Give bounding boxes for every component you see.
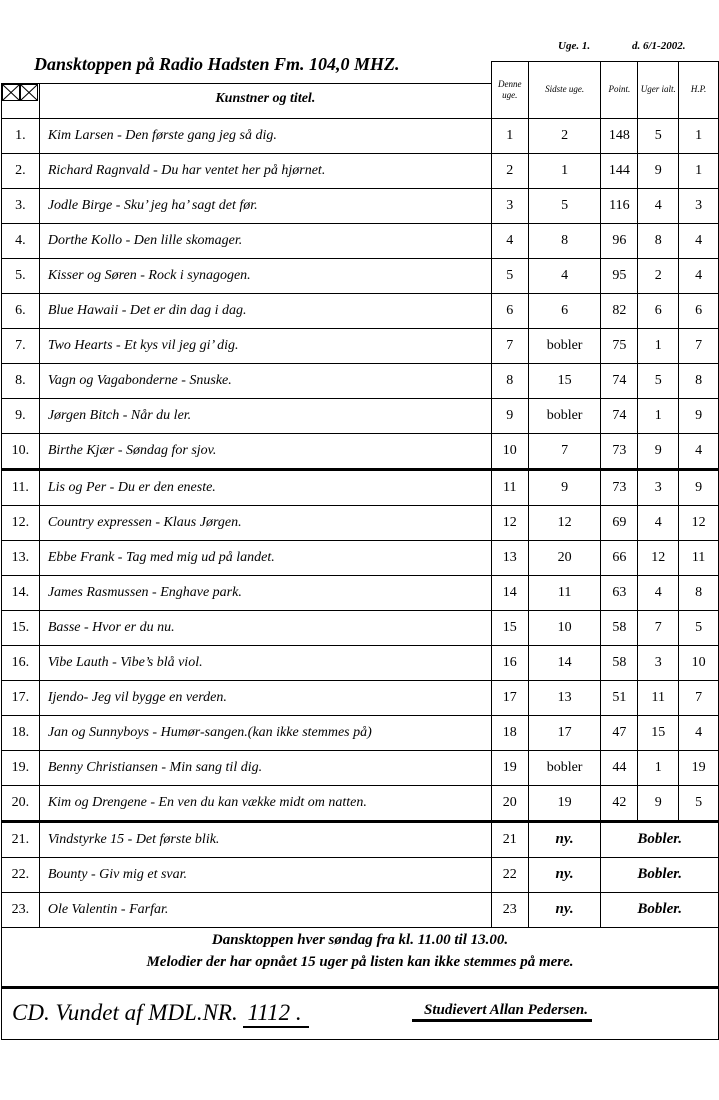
last-week-cell: 5 [528, 188, 601, 223]
points-cell: 73 [601, 469, 638, 505]
hp-cell: 4 [679, 433, 719, 469]
this-week-cell: 1 [491, 118, 528, 153]
rank-number: 16. [2, 645, 40, 680]
rank-number: 4. [2, 223, 40, 258]
this-week-cell: 20 [491, 785, 528, 821]
artist-title: Ebbe Frank - Tag med mig ud på landet. [39, 540, 491, 575]
hp-cell: 10 [679, 645, 719, 680]
new-entry-cell: ny. [528, 857, 601, 892]
rule-info: Melodier der har opnået 15 uger på listen kan ikke stemmes på mere. [146, 954, 574, 970]
this-week-cell: 4 [491, 223, 528, 258]
chart-row [2, 433, 719, 469]
points-cell: 58 [601, 610, 638, 645]
hp-cell: 9 [679, 398, 719, 433]
col-header-artist-title: Kunstner og titel. [39, 83, 491, 118]
artist-title: Benny Christiansen - Min sang til dig. [39, 750, 491, 785]
cross-mark-icon [20, 84, 38, 101]
artist-title: Jørgen Bitch - Når du ler. [39, 398, 491, 433]
points-cell: 66 [601, 540, 638, 575]
weeks-total-cell: 9 [638, 153, 679, 188]
last-week-cell: bobler [528, 328, 601, 363]
hp-cell: 11 [679, 540, 719, 575]
this-week-cell: 18 [491, 715, 528, 750]
this-week-cell: 2 [491, 153, 528, 188]
rank-number: 13. [2, 540, 40, 575]
hp-cell: 5 [679, 610, 719, 645]
artist-title: Kim Larsen - Den første gang jeg så dig. [39, 118, 491, 153]
rank-number: 17. [2, 680, 40, 715]
hp-cell: 5 [679, 785, 719, 821]
points-cell: 44 [601, 750, 638, 785]
last-week-cell: 9 [528, 469, 601, 505]
bubbler-label: Bobler. [601, 892, 719, 927]
hp-cell: 7 [679, 680, 719, 715]
last-week-cell: bobler [528, 398, 601, 433]
this-week-cell: 17 [491, 680, 528, 715]
chart-row [2, 223, 719, 258]
chart-row [2, 118, 719, 153]
weeks-total-cell: 4 [638, 575, 679, 610]
points-cell: 96 [601, 223, 638, 258]
last-week-cell: 20 [528, 540, 601, 575]
this-week-cell: 3 [491, 188, 528, 223]
chart-row [2, 540, 719, 575]
points-cell: 74 [601, 398, 638, 433]
footer-divider [2, 986, 718, 989]
this-week-cell: 19 [491, 750, 528, 785]
chart-row [2, 575, 719, 610]
points-cell: 144 [601, 153, 638, 188]
hp-cell: 4 [679, 223, 719, 258]
artist-title: Kisser og Søren - Rock i synagogen. [39, 258, 491, 293]
points-cell: 58 [601, 645, 638, 680]
bubbler-row [2, 821, 719, 857]
last-week-cell: 11 [528, 575, 601, 610]
bubbler-row [2, 857, 719, 892]
points-cell: 82 [601, 293, 638, 328]
hp-cell: 12 [679, 505, 719, 540]
this-week-cell: 6 [491, 293, 528, 328]
rank-number: 20. [2, 785, 40, 821]
weeks-total-cell: 7 [638, 610, 679, 645]
hp-cell: 19 [679, 750, 719, 785]
points-cell: 63 [601, 575, 638, 610]
artist-title: Vibe Lauth - Vibe’s blå viol. [39, 645, 491, 680]
last-week-cell: 2 [528, 118, 601, 153]
header-crossed-cell [2, 83, 40, 118]
this-week-cell: 11 [491, 469, 528, 505]
points-cell: 47 [601, 715, 638, 750]
chart-table [1, 61, 719, 928]
this-week-cell: 8 [491, 363, 528, 398]
hp-cell: 3 [679, 188, 719, 223]
this-week-cell: 9 [491, 398, 528, 433]
artist-title: Vindstyrke 15 - Det første blik. [39, 821, 491, 857]
chart-row [2, 750, 719, 785]
points-cell: 74 [601, 363, 638, 398]
this-week-cell: 7 [491, 328, 528, 363]
rank-number: 19. [2, 750, 40, 785]
artist-title: Lis og Per - Du er den eneste. [39, 469, 491, 505]
chart-row [2, 363, 719, 398]
last-week-cell: 12 [528, 505, 601, 540]
chart-row [2, 680, 719, 715]
rank-number: 5. [2, 258, 40, 293]
chart-row [2, 469, 719, 505]
chart-row [2, 188, 719, 223]
col-header-last-week: Sidste uge. [528, 62, 601, 119]
hp-cell: 8 [679, 363, 719, 398]
weeks-total-cell: 1 [638, 328, 679, 363]
artist-title: Ijendo- Jeg vil bygge en verden. [39, 680, 491, 715]
artist-title: Bounty - Giv mig et svar. [39, 857, 491, 892]
rank-number: 12. [2, 505, 40, 540]
weeks-total-cell: 3 [638, 645, 679, 680]
weeks-total-cell: 1 [638, 750, 679, 785]
chart-row [2, 328, 719, 363]
rank-number: 7. [2, 328, 40, 363]
rank-number: 14. [2, 575, 40, 610]
weeks-total-cell: 4 [638, 505, 679, 540]
points-cell: 75 [601, 328, 638, 363]
points-cell: 95 [601, 258, 638, 293]
points-cell: 73 [601, 433, 638, 469]
this-week-cell: 14 [491, 575, 528, 610]
bubbler-label: Bobler. [601, 821, 719, 857]
hp-cell: 1 [679, 118, 719, 153]
chart-row [2, 258, 719, 293]
weeks-total-cell: 11 [638, 680, 679, 715]
rank-number: 3. [2, 188, 40, 223]
this-week-cell: 21 [491, 821, 528, 857]
col-header-hp: H.P. [679, 62, 719, 119]
new-entry-cell: ny. [528, 821, 601, 857]
artist-title: James Rasmussen - Enghave park. [39, 575, 491, 610]
this-week-cell: 13 [491, 540, 528, 575]
weeks-total-cell: 3 [638, 469, 679, 505]
artist-title: Kim og Drengene - En ven du kan vække midt om natten. [39, 785, 491, 821]
chart-row [2, 715, 719, 750]
chart-row [2, 610, 719, 645]
this-week-cell: 15 [491, 610, 528, 645]
hp-cell: 4 [679, 715, 719, 750]
last-week-cell: 7 [528, 433, 601, 469]
rank-number: 18. [2, 715, 40, 750]
weeks-total-cell: 5 [638, 363, 679, 398]
weeks-total-cell: 9 [638, 433, 679, 469]
hp-cell: 8 [679, 575, 719, 610]
artist-title: Blue Hawaii - Det er din dag i dag. [39, 293, 491, 328]
weeks-total-cell: 12 [638, 540, 679, 575]
weeks-total-cell: 2 [638, 258, 679, 293]
artist-title: Jodle Birge - Sku’ jeg ha’ sagt det før. [39, 188, 491, 223]
artist-title: Two Hearts - Et kys vil jeg gi’ dig. [39, 328, 491, 363]
weeks-total-cell: 5 [638, 118, 679, 153]
this-week-cell: 10 [491, 433, 528, 469]
mdl-number: 1112 . [243, 1000, 309, 1028]
rank-number: 21. [2, 821, 40, 857]
this-week-cell: 5 [491, 258, 528, 293]
rank-number: 11. [2, 469, 40, 505]
weeks-total-cell: 9 [638, 785, 679, 821]
rank-number: 22. [2, 857, 40, 892]
rank-number: 6. [2, 293, 40, 328]
last-week-cell: 4 [528, 258, 601, 293]
chart-row [2, 505, 719, 540]
this-week-cell: 12 [491, 505, 528, 540]
chart-row [2, 398, 719, 433]
weeks-total-cell: 4 [638, 188, 679, 223]
points-cell: 51 [601, 680, 638, 715]
this-week-cell: 23 [491, 892, 528, 927]
last-week-cell: 1 [528, 153, 601, 188]
page-title: Dansktoppen på Radio Hadsten Fm. 104,0 MHZ. [34, 54, 400, 74]
rank-number: 8. [2, 363, 40, 398]
this-week-cell: 22 [491, 857, 528, 892]
last-week-cell: 8 [528, 223, 601, 258]
new-entry-cell: ny. [528, 892, 601, 927]
footer-box [1, 920, 719, 1040]
hp-cell: 1 [679, 153, 719, 188]
cd-winner [12, 1000, 309, 1028]
last-week-cell: 17 [528, 715, 601, 750]
artist-title: Dorthe Kollo - Den lille skomager. [39, 223, 491, 258]
artist-title: Basse - Hvor er du nu. [39, 610, 491, 645]
bubbler-label: Bobler. [601, 857, 719, 892]
last-week-cell: 14 [528, 645, 601, 680]
cd-winner-label: CD. Vundet af MDL.NR. [12, 1000, 238, 1025]
artist-title: Ole Valentin - Farfar. [39, 892, 491, 927]
points-cell: 148 [601, 118, 638, 153]
studio-host: Studievert Allan Pedersen. [412, 1002, 592, 1022]
chart-row [2, 645, 719, 680]
col-header-points: Point. [601, 62, 638, 119]
col-header-weeks-total: Uger ialt. [638, 62, 679, 119]
weeks-total-cell: 8 [638, 223, 679, 258]
weeks-total-cell: 6 [638, 293, 679, 328]
hp-cell: 4 [679, 258, 719, 293]
last-week-cell: 10 [528, 610, 601, 645]
col-header-this-week: Denne uge. [491, 62, 528, 119]
date-label: d. 6/1-2002. [632, 40, 686, 52]
week-label: Uge. 1. [558, 40, 591, 52]
rank-number: 15. [2, 610, 40, 645]
points-cell: 116 [601, 188, 638, 223]
artist-title: Vagn og Vagabonderne - Snuske. [39, 363, 491, 398]
artist-title: Country expressen - Klaus Jørgen. [39, 505, 491, 540]
hp-cell: 9 [679, 469, 719, 505]
rank-number: 2. [2, 153, 40, 188]
cross-mark-icon [2, 84, 20, 101]
rank-number: 10. [2, 433, 40, 469]
hp-cell: 6 [679, 293, 719, 328]
artist-title: Birthe Kjær - Søndag for sjov. [39, 433, 491, 469]
chart-row [2, 785, 719, 821]
rank-number: 9. [2, 398, 40, 433]
chart-row [2, 153, 719, 188]
rank-number: 1. [2, 118, 40, 153]
last-week-cell: 19 [528, 785, 601, 821]
rank-number: 23. [2, 892, 40, 927]
last-week-cell: 6 [528, 293, 601, 328]
last-week-cell: 15 [528, 363, 601, 398]
last-week-cell: 13 [528, 680, 601, 715]
artist-title: Richard Ragnvald - Du har ventet her på hjørnet. [39, 153, 491, 188]
points-cell: 69 [601, 505, 638, 540]
weeks-total-cell: 1 [638, 398, 679, 433]
points-cell: 42 [601, 785, 638, 821]
weeks-total-cell: 15 [638, 715, 679, 750]
last-week-cell: bobler [528, 750, 601, 785]
this-week-cell: 16 [491, 645, 528, 680]
chart-row [2, 293, 719, 328]
broadcast-info: Dansktoppen hver søndag fra kl. 11.00 til 13.00. [211, 932, 509, 948]
artist-title: Jan og Sunnyboys - Humør-sangen.(kan ikke stemmes på) [39, 715, 491, 750]
hp-cell: 7 [679, 328, 719, 363]
